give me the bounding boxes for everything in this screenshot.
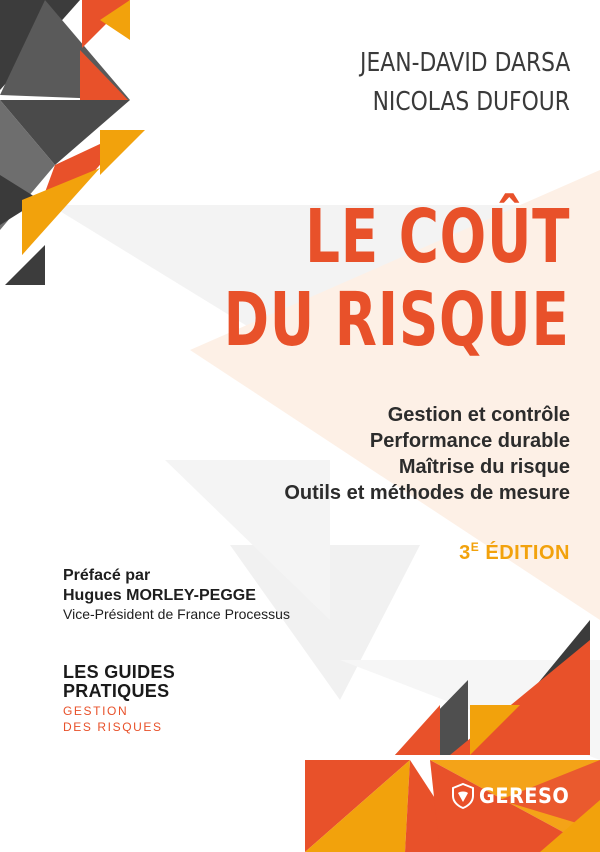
subtitle-3: Maîtrise du risque xyxy=(398,456,570,478)
series-category-1: GESTION xyxy=(63,704,129,718)
series-line-1: LES GUIDES xyxy=(63,662,176,682)
edition-label xyxy=(459,540,570,565)
series-category-2: DES RISQUES xyxy=(63,720,163,734)
series-line-2: PRATIQUES xyxy=(63,681,170,701)
title-line-2: DU RISQUE xyxy=(223,277,570,363)
author-2: NICOLAS DUFOUR xyxy=(372,87,570,117)
preface-intro: Préfacé par xyxy=(63,567,151,584)
shape-orange xyxy=(100,130,145,175)
edition-suffix: E xyxy=(470,540,480,554)
title-line-1: LE COÛT xyxy=(304,194,570,280)
publisher-name: GERESO xyxy=(479,784,570,808)
subtitle-2: Performance durable xyxy=(369,430,570,452)
author-1: JEAN-DAVID DARSA xyxy=(359,48,570,78)
publisher-logo xyxy=(452,781,577,811)
subtitle-1: Gestion et contrôle xyxy=(387,404,570,426)
edition-word: ÉDITION xyxy=(485,542,570,564)
gereso-shield-icon xyxy=(452,783,474,809)
preface-name: Hugues MORLEY-PEGGE xyxy=(63,587,256,604)
shape-orange xyxy=(395,705,440,755)
edition-number: 3 xyxy=(459,542,471,564)
preface-role: Vice-Président de France Processus xyxy=(63,606,290,622)
subtitle-4: Outils et méthodes de mesure xyxy=(284,482,570,504)
